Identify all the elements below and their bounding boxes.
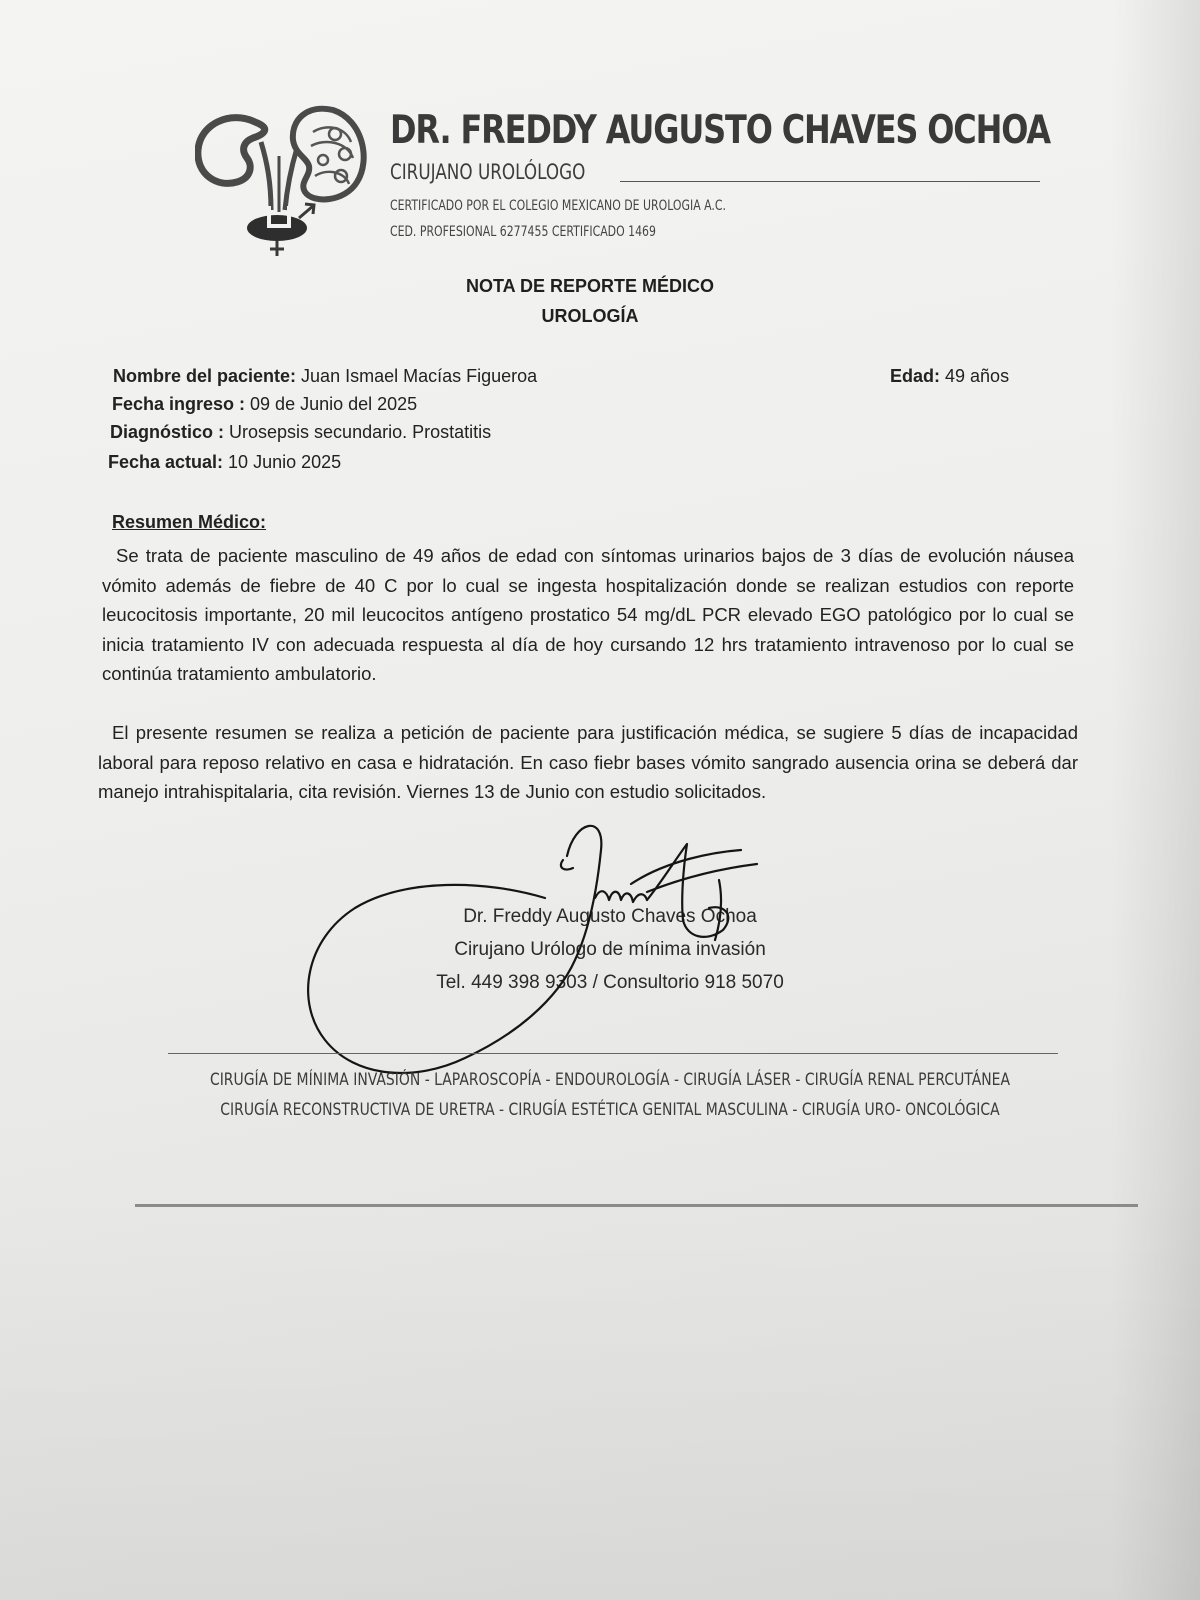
recommendation-paragraph: El presente resumen se realiza a petición de paciente para justificación médica, se sugiere 5 días de incapacidad laboral para reposo relativo en casa e hidratación. En caso fiebr bases vómito sangrado ausencia orina se deberá dar manejo intrahispitalaria, cita revisión. Viernes 13 de Junio con estudio solicitados. — [98, 722, 1078, 802]
summary-heading: Resumen Médico: — [112, 512, 267, 532]
document-title: NOTA DE REPORTE MÉDICO — [465, 276, 714, 296]
license-line: CED. PROFESIONAL 6277455 CERTIFICADO 1469 — [390, 224, 656, 240]
current-date-field — [108, 452, 341, 473]
signer-role: Cirujano Urólogo de mínima invasión — [454, 939, 766, 960]
signer-name: Dr. Freddy Augusto Chaves Ochoa — [463, 906, 757, 927]
doctor-specialty: CIRUJANO UROLÓLOGO — [390, 160, 586, 184]
summary-paragraph: Se trata de paciente masculino de 49 años de edad con síntomas urinarios bajos de 3 días de evolución náusea vómito además de fiebre de 40 C por lo cual se ingesta hospitalización donde se realizan estudios con reporte leucocitosis importante, 20 mil leucocitos antígeno prostatico 54 mg/dL PCR elevado EGO patológico por lo cual se inicia tratamiento IV con adecuada respuesta al día de hoy cursando 12 hrs tratamiento intravenoso por lo cual se continúa tratamiento ambulatorio. — [102, 545, 1074, 684]
diagnosis-label: Diagnóstico : — [110, 422, 225, 442]
current-date-label: Fecha actual: — [108, 452, 224, 472]
page-lower-shadow — [0, 1180, 1200, 1600]
patient-name-label: Nombre del paciente: — [113, 366, 297, 386]
admission-date-label: Fecha ingreso : — [112, 394, 246, 414]
diagnosis-value: Urosepsis secundario. Prostatitis — [224, 422, 492, 442]
admission-date-value: 09 de Junio del 2025 — [245, 394, 418, 414]
specialty-divider — [620, 181, 1040, 182]
kidney-urology-logo-icon — [195, 102, 375, 262]
document-subtitle: UROLOGÍA — [541, 306, 639, 326]
page-bottom-rule — [135, 1204, 1138, 1207]
signer-phones: Tel. 449 398 9303 / Consultorio 918 5070 — [436, 972, 784, 993]
doctor-name-heading: DR. FREDDY AUGUSTO CHAVES OCHOA — [390, 108, 1051, 153]
services-line-1: CIRUGÍA DE MÍNIMA INVASIÓN - LAPAROSCOPÍA - ENDOUROLOGÍA - CIRUGÍA LÁSER - CIRUGÍA RENAL PERCUTÁNEA — [209, 1070, 1011, 1090]
patient-age-field — [890, 366, 1009, 387]
patient-age-label: Edad: — [890, 366, 941, 386]
patient-name-value: Juan Ismael Macías Figueroa — [296, 366, 538, 386]
certification-line: CERTIFICADO POR EL COLEGIO MEXICANO DE UROLOGIA A.C. — [390, 198, 726, 214]
admission-date-field — [112, 394, 417, 415]
handwritten-signature — [295, 820, 775, 1090]
patient-name-field — [113, 366, 537, 387]
footer-divider — [168, 1053, 1058, 1054]
patient-age-value: 49 años — [940, 366, 1010, 386]
services-line-2: CIRUGÍA RECONSTRUCTIVA DE URETRA - CIRUGÍA ESTÉTICA GENITAL MASCULINA - CIRUGÍA URO- ONCOLÓGICA — [220, 1100, 1000, 1120]
diagnosis-field — [110, 422, 491, 443]
current-date-value: 10 Junio 2025 — [223, 452, 342, 472]
